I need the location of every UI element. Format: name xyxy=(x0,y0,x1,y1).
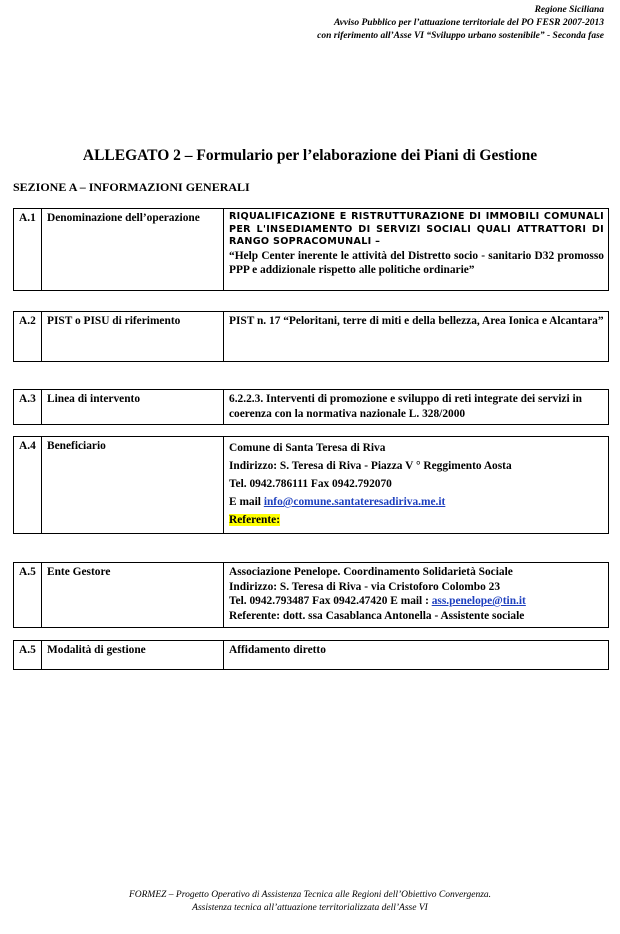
document-header xyxy=(44,4,604,43)
document-footer xyxy=(0,889,620,915)
row-value xyxy=(224,563,609,628)
manager-name: Associazione Penelope. Coordinamento Solidarietà Sociale xyxy=(229,566,513,578)
beneficiary-name: Comune di Santa Teresa di Riva xyxy=(229,442,386,454)
row-label: Ente Gestore xyxy=(42,563,224,628)
beneficiary-phone: Tel. 0942.786111 Fax 0942.792070 xyxy=(229,478,392,490)
row-code: A.3 xyxy=(14,390,42,425)
row-value xyxy=(224,437,609,534)
beneficiary-referent: Referente: xyxy=(229,514,281,526)
beneficiary-email-link[interactable]: info@comune.santateresadiriva.me.it xyxy=(263,496,446,508)
table-row xyxy=(14,641,609,670)
footer-line-1: FORMEZ – Progetto Operativo di Assistenza Tecnica alle Regioni dell’Obiettivo Convergenza. xyxy=(128,890,492,900)
table-a5-mode xyxy=(13,640,609,670)
row-code: A.4 xyxy=(14,437,42,534)
table-row xyxy=(14,312,609,362)
table-a4 xyxy=(13,436,609,534)
row-code: A.2 xyxy=(14,312,42,362)
row-value: Affidamento diretto xyxy=(224,641,609,670)
row-code: A.1 xyxy=(14,209,42,291)
row-label: Beneficiario xyxy=(42,437,224,534)
row-value: PIST n. 17 “Peloritani, terre di miti e della bellezza, Area Ionica e Alcantara” xyxy=(224,312,609,362)
section-heading: SEZIONE A – INFORMAZIONI GENERALI xyxy=(13,180,250,194)
footer-line-2: Assistenza tecnica all’attuazione territorializzata dell’Asse VI xyxy=(192,903,428,913)
manager-contacts xyxy=(229,594,604,609)
manager-phone: Tel. 0942.793487 Fax 0942.47420 E mail : xyxy=(229,595,432,607)
row-label: PIST o PISU di riferimento xyxy=(42,312,224,362)
row-code: A.5 xyxy=(14,641,42,670)
beneficiary-email-line xyxy=(229,493,604,511)
table-a3 xyxy=(13,389,609,425)
header-region: Regione Siciliana xyxy=(534,5,604,15)
table-a2 xyxy=(13,311,609,362)
row-label: Denominazione dell’operazione xyxy=(42,209,224,291)
table-row xyxy=(14,209,609,291)
email-label: E mail xyxy=(229,496,264,508)
row-code: A.5 xyxy=(14,563,42,628)
row-value: 6.2.2.3. Interventi di promozione e sviluppo di reti integrate dei servizi in coerenza con la normativa nazionale L. 328/2000 xyxy=(224,390,609,425)
table-a1 xyxy=(13,208,609,291)
table-row xyxy=(14,390,609,425)
row-label: Modalità di gestione xyxy=(42,641,224,670)
table-row xyxy=(14,563,609,628)
manager-referent: Referente: dott. ssa Casablanca Antonella - Assistente sociale xyxy=(229,609,525,622)
manager-email-link[interactable]: ass.penelope@tin.it xyxy=(431,595,526,607)
header-axis: con riferimento all’Asse VI “Sviluppo urbano sostenibile” - Seconda fase xyxy=(317,31,604,41)
manager-address: Indirizzo: S. Teresa di Riva - via Cristoforo Colombo 23 xyxy=(229,580,501,593)
header-notice: Avviso Pubblico per l’attuazione territoriale del PO FESR 2007-2013 xyxy=(333,18,604,28)
table-a5-manager xyxy=(13,562,609,628)
row-label: Linea di intervento xyxy=(42,390,224,425)
beneficiary-address: Indirizzo: S. Teresa di Riva - Piazza V ° Reggimento Aosta xyxy=(229,460,512,472)
document-title: ALLEGATO 2 – Formulario per l’elaborazione dei Piani di Gestione xyxy=(82,147,538,164)
row-value xyxy=(224,209,609,291)
operation-description: “Help Center inerente le attività del Distretto socio - sanitario D32 promosso PPP e addizionale rispetto alle politiche ordinarie” xyxy=(229,249,604,276)
operation-name-caps: RIQUALIFICAZIONE E RISTRUTTURAZIONE DI IMMOBILI COMUNALI PER L'INSEDIAMENTO DI SERVIZI SOCIALI QUALI ATTRATTORI DI RANGO SOPRACOMUNALI – xyxy=(229,211,604,247)
table-row xyxy=(14,437,609,534)
